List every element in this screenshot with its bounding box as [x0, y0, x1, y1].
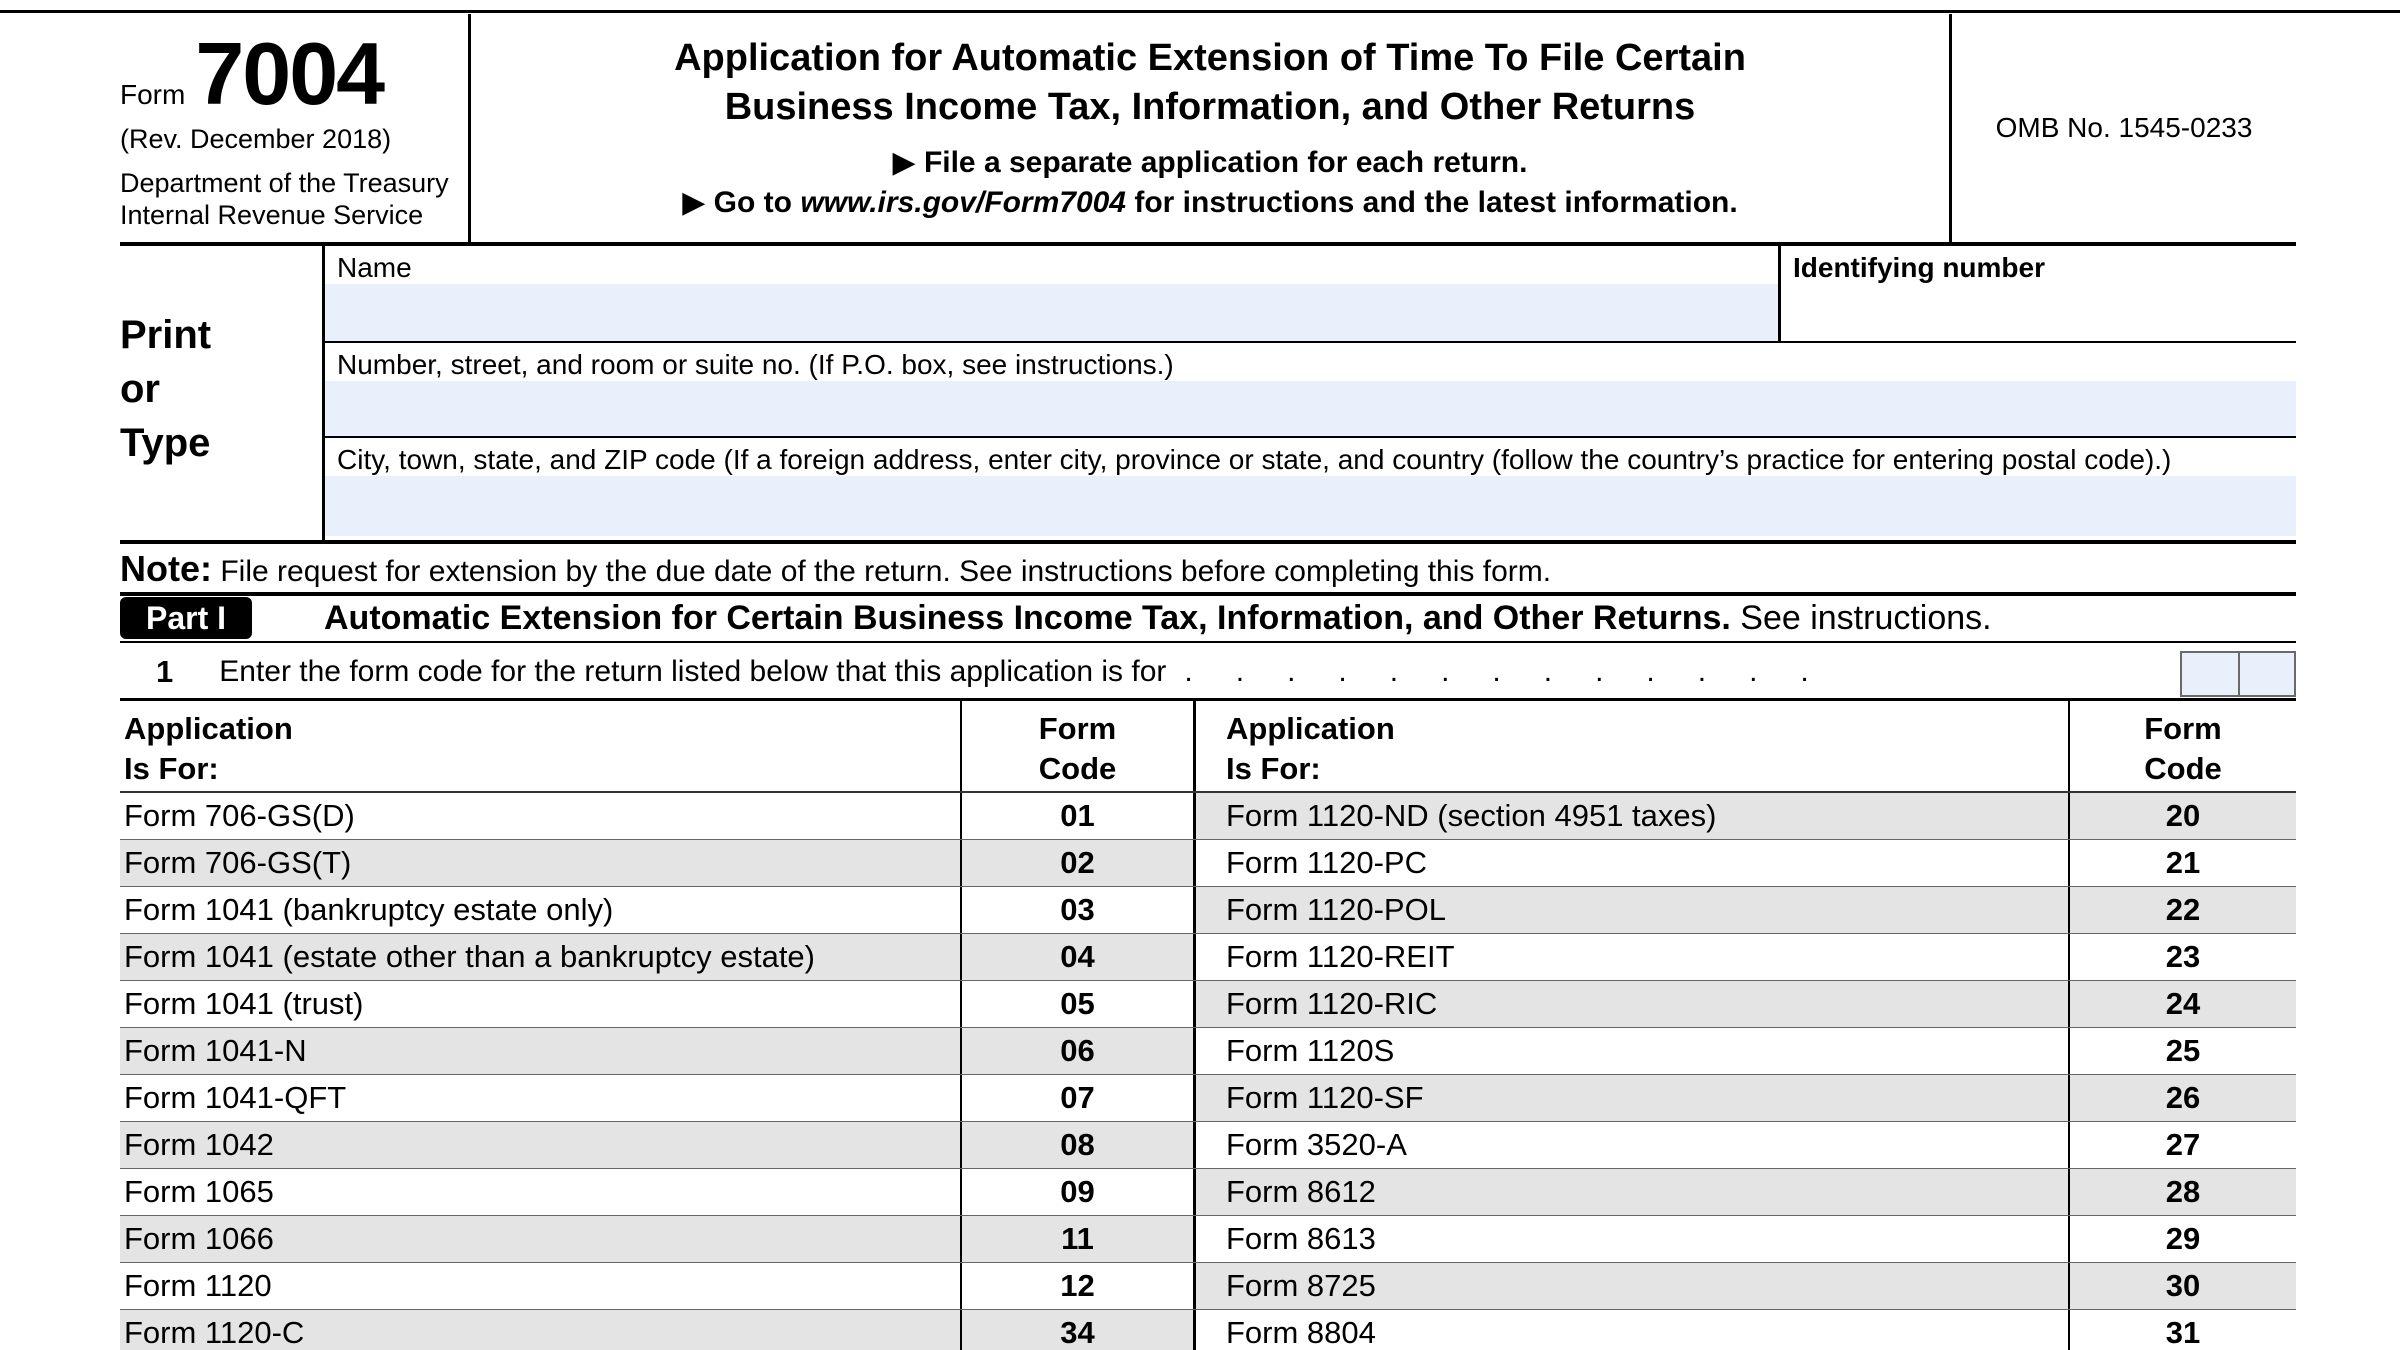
form-code-cell: 24 [2068, 981, 2296, 1027]
form-code-cell: 25 [2068, 1028, 2296, 1074]
part1-title-text: Automatic Extension for Certain Business Income Tax, Information, and Other Returns. [324, 598, 1731, 637]
form-code-header-left [960, 701, 1196, 791]
part1-see-instructions: See instructions. [1740, 598, 1992, 637]
form-name-cell: Form 1041 (estate other than a bankruptcy estate) [120, 934, 960, 980]
form-code-cell: 06 [960, 1028, 1196, 1074]
form-code-cell: 28 [2068, 1169, 2296, 1215]
form-code-row [120, 981, 2296, 1028]
form-name-cell: Form 8725 [1196, 1263, 2068, 1309]
form-header [120, 14, 2296, 242]
form-code-cell: 34 [960, 1310, 1196, 1350]
name-row [325, 246, 2296, 343]
form-code-row [120, 934, 2296, 981]
line-1-number: 1 [156, 654, 174, 689]
form-name-cell: Form 1066 [120, 1216, 960, 1262]
form-code-cell: 27 [2068, 1122, 2296, 1168]
line-1-text: Enter the form code for the return listed below that this application is for [219, 655, 1167, 688]
form-code-header-line1: Form [1038, 711, 1117, 746]
form-code-header-line2: Code [1038, 751, 1117, 787]
form-title-line1: Application for Automatic Extension of Time To File Certain [674, 37, 1746, 79]
city-label: City, town, state, and ZIP code (If a foreign address, enter city, province or state, and country (follow the country’s practice for entering postal code).) [337, 444, 2172, 475]
part1-header [120, 597, 2296, 639]
form-name-cell: Form 1041-N [120, 1028, 960, 1074]
print-word: Print [120, 313, 212, 357]
agency-line: Internal Revenue Service [120, 199, 424, 230]
or-word: or [120, 367, 160, 411]
form-name-cell: Form 1120-ND (section 4951 taxes) [1196, 793, 2068, 839]
name-input[interactable] [325, 284, 1778, 341]
form-code-header-right [2068, 701, 2296, 791]
identifying-number-cell [1778, 246, 2296, 341]
form-name-cell: Form 8613 [1226, 1221, 1376, 1256]
form-title-block [468, 14, 1952, 242]
name-label: Name [337, 252, 412, 283]
form-name-cell: Form 1041 (trust) [124, 986, 364, 1021]
form-code-header-line2: Code [2144, 751, 2222, 787]
form-code-cell: 29 [2068, 1216, 2296, 1262]
form-code-row [120, 1216, 2296, 1263]
note-text: File request for extension by the due date of the return. See instructions before completing this form. [220, 555, 1552, 588]
print-or-type-label [120, 246, 322, 540]
form-code-digit-box-1[interactable] [2182, 653, 2238, 695]
form-code-row [120, 1122, 2296, 1169]
go-to-prefix: ▶ Go to [682, 185, 801, 219]
note-label: Note: [120, 548, 212, 589]
print-type-bottom-rule [120, 540, 2296, 544]
form-label: Form [120, 79, 186, 110]
form-name-cell: Form 1120-PC [1226, 845, 1427, 880]
form-name-cell: Form 1120-RIC [1196, 981, 2068, 1027]
note-line [120, 548, 2296, 590]
form-code-row [120, 1310, 2296, 1350]
application-header-line1: Application [124, 711, 293, 746]
form-code-cell: 21 [2068, 840, 2296, 886]
go-to-suffix: for instructions and the latest information. [1126, 185, 1738, 219]
form-title-line2: Business Income Tax, Information, and Other Returns [724, 86, 1696, 129]
form-name-cell: Form 1065 [124, 1174, 274, 1209]
form-name-cell: Form 8612 [1196, 1169, 2068, 1215]
application-header-left [120, 701, 960, 791]
form-name-cell: Form 706-GS(D) [124, 798, 355, 833]
print-or-type-section [120, 246, 2296, 540]
irs-url: www.irs.gov/Form7004 [800, 185, 1126, 219]
file-separate-instruction: ▶ File a separate application for each return. [892, 145, 1528, 179]
form-code-row [120, 887, 2296, 934]
form-name-cell: Form 1120-REIT [1226, 939, 1455, 974]
part1-badge: Part I [120, 597, 252, 639]
line-1 [120, 646, 2296, 698]
part1-title [324, 599, 1992, 638]
form-code-row [120, 1169, 2296, 1216]
omb-number: OMB No. 1545-0233 [1995, 112, 2253, 143]
form-code-cell: 12 [960, 1263, 1196, 1309]
form-code-cell: 09 [960, 1169, 1196, 1215]
identifying-number-input[interactable] [1781, 284, 2296, 341]
form-code-cell: 07 [960, 1075, 1196, 1121]
form-code-cell: 01 [960, 793, 1196, 839]
form-name-cell: Form 706-GS(T) [120, 840, 960, 886]
header-row [120, 701, 2296, 793]
form-code-row [120, 1075, 2296, 1122]
form-name-cell: Form 1041-QFT [124, 1080, 347, 1115]
form-name-cell: Form 1120-POL [1196, 887, 2068, 933]
form-code-cell: 30 [2068, 1263, 2296, 1309]
form-code-cell: 26 [2068, 1075, 2296, 1121]
form-code-cell: 04 [960, 934, 1196, 980]
form-code-header-line1: Form [2144, 711, 2222, 746]
street-row [325, 343, 2296, 438]
street-address-input[interactable] [325, 381, 2296, 436]
form-code-row [120, 1263, 2296, 1310]
form-code-cell: 02 [960, 840, 1196, 886]
form-code-input[interactable] [2180, 651, 2296, 697]
form-code-cell: 20 [2068, 793, 2296, 839]
type-word: Type [120, 421, 211, 465]
part1-bottom-rule [120, 641, 2296, 643]
form-code-row [120, 1028, 2296, 1075]
form-code-cell: 31 [2068, 1310, 2296, 1350]
part1-top-rule [120, 592, 2296, 596]
department-line: Department of the Treasury [120, 167, 449, 198]
agency-block [120, 167, 468, 232]
street-label: Number, street, and room or suite no. (If P.O. box, see instructions.) [337, 349, 1174, 380]
form-code-digit-box-2[interactable] [2238, 653, 2294, 695]
leader-dots: ............. [1184, 655, 1852, 688]
top-rule [0, 10, 2400, 13]
form-number: 7004 [195, 24, 384, 123]
city-row [325, 438, 2296, 536]
city-state-zip-input[interactable] [325, 476, 2296, 536]
form-title [471, 34, 1949, 133]
form-code-cell: 03 [960, 887, 1196, 933]
form-code-cell: 22 [2068, 887, 2296, 933]
form-id-line [120, 24, 468, 123]
form-code-row [120, 793, 2296, 840]
application-header-line2: Is For: [1226, 751, 1321, 787]
form-name-cell: Form 1041 (bankruptcy estate only) [124, 892, 614, 927]
form-code-table [120, 698, 2296, 1350]
go-to-instruction [471, 185, 1949, 220]
form-code-cell: 05 [960, 981, 1196, 1027]
form-name-cell: Form 1120S [1226, 1033, 1395, 1068]
identifying-number-label: Identifying number [1793, 252, 2045, 283]
form-code-row [120, 840, 2296, 887]
form-name-cell: Form 3520-A [1226, 1127, 1407, 1162]
entity-fields [322, 246, 2296, 540]
form-code-cell: 11 [960, 1216, 1196, 1262]
form-code-cell: 08 [960, 1122, 1196, 1168]
form-name-cell: Form 1120-C [120, 1310, 960, 1350]
application-header-line2: Is For: [124, 751, 219, 787]
form-code-cell: 23 [2068, 934, 2296, 980]
application-header-line1: Application [1226, 711, 1395, 746]
form-name-cell: Form 8804 [1226, 1315, 1376, 1350]
name-cell [325, 246, 1778, 341]
form-name-cell: Form 1042 [120, 1122, 960, 1168]
form-code-table-body [120, 793, 2296, 1350]
form-name-cell: Form 1120 [124, 1268, 272, 1303]
form-name-cell: Form 1120-SF [1196, 1075, 2068, 1121]
form-revision: (Rev. December 2018) [120, 123, 392, 154]
form-identity-block [120, 14, 468, 242]
application-header-right [1196, 701, 2068, 791]
form-code-table-header [120, 701, 2296, 793]
